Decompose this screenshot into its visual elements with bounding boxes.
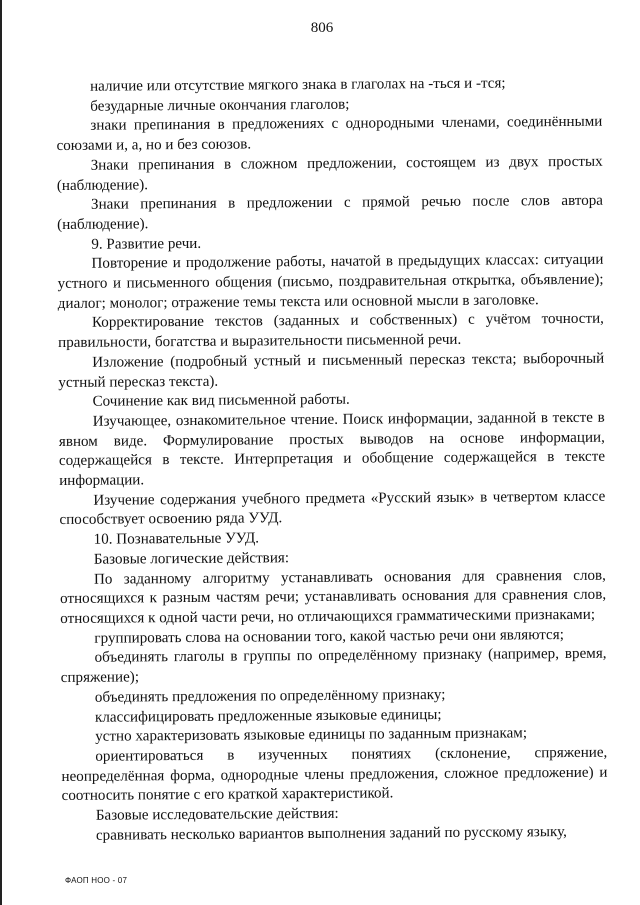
subsection-heading: Базовые логические действия:: [93, 550, 290, 568]
paragraph: Изучение содержания учебного предмета «Русский язык» в четвертом классе способствует освоению ряда УУД.: [59, 488, 606, 529]
section-heading: 9. Развитие речи.: [91, 235, 202, 253]
paragraph: объединять предложения по определённому признаку;: [94, 686, 446, 706]
paragraph: Знаки препинания в предложении с прямой речью после слов автора (наблюдение).: [57, 192, 604, 233]
paragraph: Изложение (подробный устный и письменный пересказ текста; выборочный устный пересказ текста).: [58, 350, 605, 391]
paragraph: объединять глаголы в группы по определённому признаку (например, время, спряжение);: [60, 646, 607, 687]
paragraph: классифицировать предложенные языковые единицы;: [94, 706, 442, 726]
paragraph: Знаки препинания в сложном предложении, состоящем из двух простых (наблюдение).: [56, 153, 603, 194]
footer-code: ФАОП НОО - 07: [65, 876, 128, 885]
paragraph: ориентироваться в изученных понятиях (склонение, спряжение, неопределённая форма, однородные члены предложения, сложное предложение) и соотносить понятие с его краткой характеристикой.: [61, 744, 608, 805]
paragraph: По заданному алгоритму устанавливать основания для сравнения слов, относящихся к разным частям речи; устанавливать основания для сравнения слов, относящихся к одной части речи, но отличающихся грамматическими признаками;: [60, 567, 607, 627]
paragraph: безударные личные окончания глаголов;: [90, 96, 350, 115]
section-heading: 10. Познавательные УУД.: [93, 530, 260, 548]
paragraph: наличие или отсутствие мягкого знака в глаголах на -ться и -тся;: [90, 75, 506, 95]
paragraph: сравнивать несколько вариантов выполнения заданий по русскому языку,: [95, 823, 567, 844]
paragraph: устно характеризовать языковые единицы по заданным признакам;: [95, 725, 528, 745]
paragraph: Корректирование текстов (заданных и собственных) с учётом точности, правильности, богатства и выразительности письменной речи.: [58, 311, 604, 352]
page-number: 806: [310, 20, 334, 36]
subsection-heading: Базовые исследовательские действия:: [95, 805, 339, 824]
paragraph: группировать слова на основании того, какой частью речи они являются;: [94, 626, 564, 647]
paragraph: знаки препинания в предложениях с однородными членами, соединёнными союзами и, а, но и без союзов.: [56, 114, 603, 155]
paragraph: Сочинение как вид письменной работы.: [92, 391, 350, 410]
body-text: [56, 74, 608, 847]
paragraph: Повторение и продолжение работы, начатой в предыдущих классах: ситуации устного и письменного общения (письмо, поздравительная открытка, объявление); диалог; монолог; отражение темы текста или основной мысли в заголовке.: [57, 252, 604, 312]
paragraph: Изучающее, ознакомительное чтение. Поиск информации, заданной в тексте в явном виде. Формулирование простых выводов на основе информации, содержащейся в тексте. Интерпретация и обобщение содержащейся в тексте информации.: [58, 409, 606, 490]
